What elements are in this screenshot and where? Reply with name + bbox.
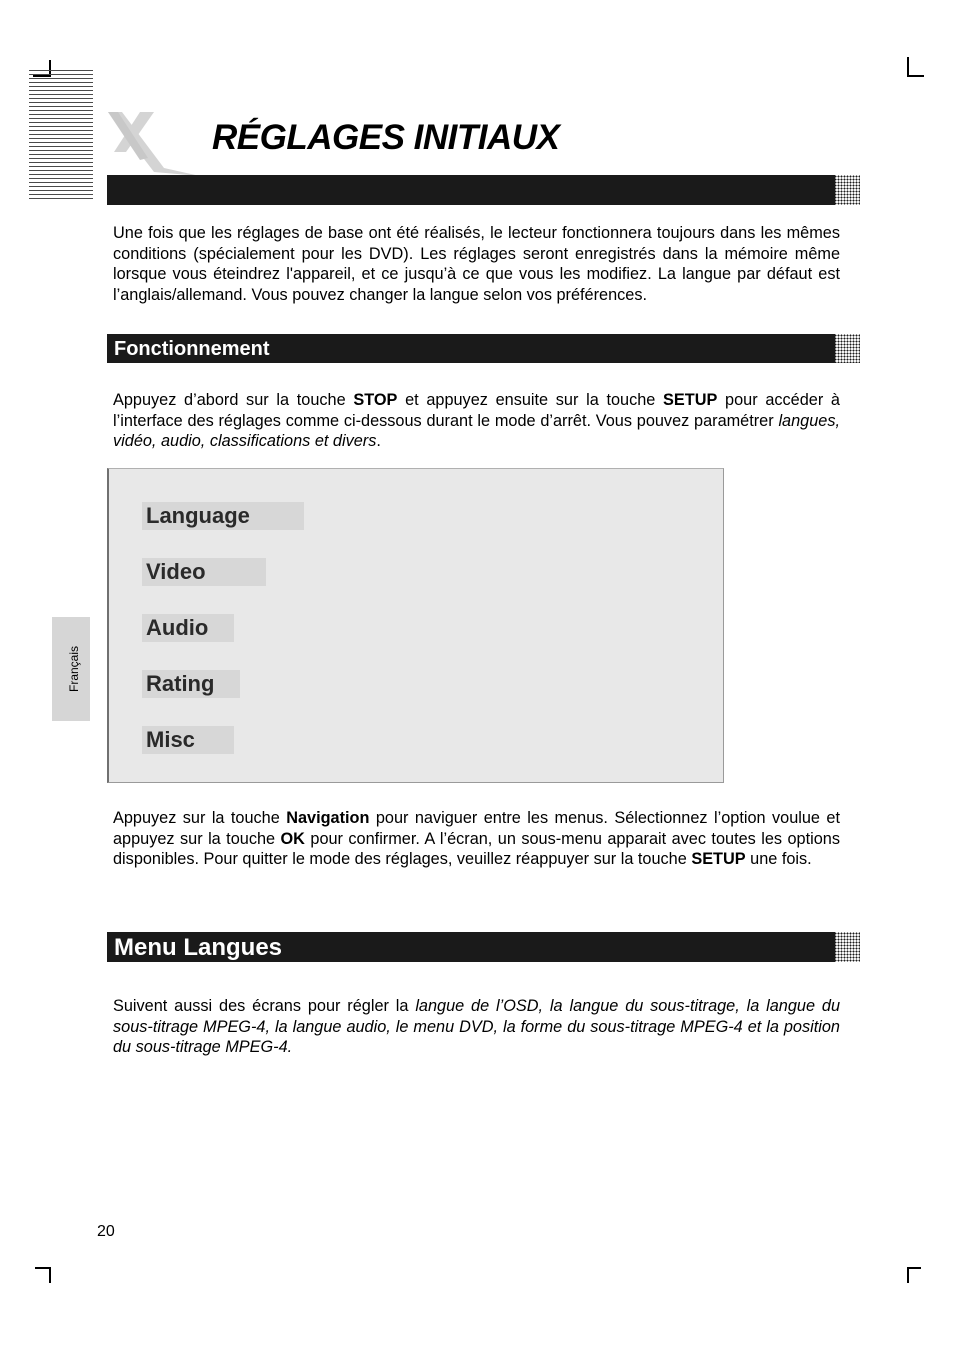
title-bar <box>107 175 835 205</box>
menu-item-video[interactable]: Video <box>142 558 266 586</box>
menu-item-language[interactable]: Language <box>142 502 304 530</box>
settings-categories: langues, vidéo, audio, classifications et divers <box>113 411 840 451</box>
navigation-paragraph: Appuyez sur la touche Navigation pour naviguer entre les menus. Sélectionnez l’option voulue et appuyez sur la touche OK pour confirmer. A l’écran, un sous-menu apparait avec toutes les options disponibles. Pour quitter le mode des réglages, veuillez réappuyer sur la touche SETUP une fois. <box>113 809 840 869</box>
page-title: RÉGLAGES INITIAUX <box>212 118 560 157</box>
section-heading-label: Fonctionnement <box>114 338 270 360</box>
section-bar-dots <box>828 932 860 962</box>
navigation-key: Navigation <box>286 809 370 827</box>
section-bar-dots <box>828 334 860 363</box>
setup-key: SETUP <box>691 850 746 869</box>
crop-mark-top-right-h <box>907 75 924 77</box>
header-stripes <box>29 70 93 200</box>
menu-item-misc[interactable]: Misc <box>142 726 234 754</box>
brand-x-logo <box>104 108 204 180</box>
stop-key: STOP <box>353 391 398 409</box>
ok-key: OK <box>280 829 305 848</box>
section-heading-label: Menu Langues <box>114 934 283 961</box>
fonctionnement-paragraph: Appuyez d’abord sur la touche STOP et appuyez ensuite sur la touche SETUP pour accéder à l’interface des réglages comme ci-dessous durant le mode d’arrêt. Vous pouvez paramétrer langues, vidéo, audio, classifications et divers. <box>113 391 840 451</box>
language-side-tab-label: Français <box>67 645 81 693</box>
menu-item-rating[interactable]: Rating <box>142 670 240 698</box>
crop-mark-bottom-right <box>907 1267 921 1269</box>
language-settings-list: langue de l’OSD, la langue du sous-titrage, la langue du sous-titrage MPEG-4, la langue audio, le menu DVD, la forme du sous-titrage MPEG-4 et la position du sous-titrage MPEG-4. <box>113 997 840 1057</box>
section-heading-menu-langues <box>107 932 835 962</box>
menu-langues-paragraph: Suivent aussi des écrans pour régler la langue de l’OSD, la langue du sous-titrage, la langue du sous-titrage MPEG-4, la langue audio, le menu DVD, la forme du sous-titrage MPEG-4 et la position du sous-titrage MPEG-4. <box>113 997 840 1057</box>
intro-paragraph: Une fois que les réglages de base ont été réalisés, le lecteur fonctionnera toujours dans les mêmes conditions (spécialement pour les DVD). Les réglages seront enregistrés dans la mémoire même lorsque vous éteindrez l'appareil, et ce jusqu’à ce que vous les modifiez. La langue par défaut est l’anglais/allemand. Vous pouvez changer la langue selon vos préférences. <box>113 224 840 304</box>
page-number: 20 <box>97 1223 115 1240</box>
crop-mark-top-right <box>907 57 909 77</box>
title-bar-dots <box>828 175 860 205</box>
crop-mark-bottom-left-v <box>49 1267 51 1283</box>
setup-menu-screen <box>107 468 724 783</box>
menu-item-audio[interactable]: Audio <box>142 614 234 642</box>
section-heading-fonctionnement <box>107 334 835 363</box>
crop-mark-bottom-right-v <box>907 1267 909 1283</box>
setup-key: SETUP <box>663 391 718 409</box>
